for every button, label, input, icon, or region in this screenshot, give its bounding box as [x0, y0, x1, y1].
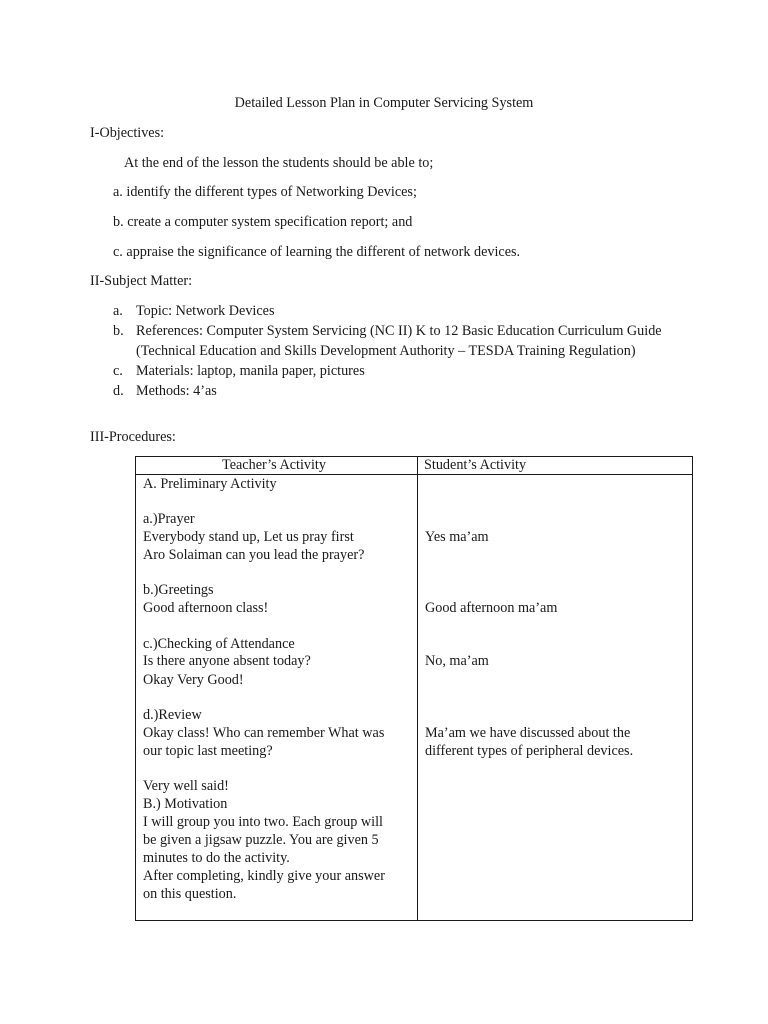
teacher-line: our topic last meeting? [143, 743, 273, 759]
teacher-line: on this question. [143, 886, 237, 902]
teacher-line: I will group you into two. Each group will [143, 814, 383, 830]
teacher-line: A. Preliminary Activity [143, 476, 277, 492]
objectives-heading: I-Objectives: [90, 125, 165, 141]
list-marker: a. [113, 303, 123, 319]
student-line: different types of peripheral devices. [425, 743, 634, 759]
table-row [136, 475, 693, 921]
teacher-line: Good afternoon class! [143, 600, 269, 616]
list-marker: b. [113, 323, 124, 339]
subject-matter-text: Materials: laptop, manila paper, pictures [136, 363, 365, 379]
subject-matter-text: Methods: 4’as [136, 383, 217, 399]
objective-item: a. identify the different types of Networking Devices; [113, 184, 417, 200]
teacher-line: Okay Very Good! [143, 672, 244, 688]
procedures-table [135, 456, 693, 921]
list-marker: c. [113, 363, 123, 379]
student-activity-header: Student’s Activity [418, 457, 693, 475]
teacher-line: b.)Greetings [143, 582, 214, 598]
subject-matter-text: References: Computer System Servicing (NC II) K to 12 Basic Education Curriculum Guide (Technical Education and Skills Development Authority – TESDA Training Regulation) [136, 323, 662, 359]
teacher-line: Very well said! [143, 778, 229, 794]
teacher-line: B.) Motivation [143, 796, 228, 812]
teacher-activity-cell [136, 475, 418, 921]
teacher-line: be given a jigsaw puzzle. You are given 5 [143, 832, 379, 848]
student-line: No, ma’am [425, 653, 489, 669]
student-line: Yes ma’am [425, 529, 489, 545]
subject-matter-item [113, 382, 673, 400]
teacher-line: a.)Prayer [143, 511, 195, 527]
list-marker: d. [113, 383, 124, 399]
objective-item: c. appraise the significance of learning the different of network devices. [113, 244, 521, 260]
subject-matter-heading: II-Subject Matter: [90, 273, 193, 289]
student-line: Good afternoon ma’am [425, 600, 558, 616]
subject-matter-item [113, 302, 673, 320]
objective-item: b. create a computer system specification report; and [113, 214, 413, 230]
subject-matter-list [113, 302, 673, 400]
teacher-line: Aro Solaiman can you lead the prayer? [143, 547, 365, 563]
subject-matter-text: Topic: Network Devices [136, 303, 275, 319]
teacher-line: d.)Review [143, 707, 202, 723]
table-header-row [136, 457, 693, 475]
objectives-intro: At the end of the lesson the students should be able to; [124, 155, 434, 171]
teacher-line: Is there anyone absent today? [143, 653, 311, 669]
student-activity-cell [418, 475, 693, 921]
teacher-line: Everybody stand up, Let us pray first [143, 529, 354, 545]
teacher-line: minutes to do the activity. [143, 850, 290, 866]
teacher-line: Okay class! Who can remember What was [143, 725, 385, 741]
teacher-line: c.)Checking of Attendance [143, 636, 295, 652]
subject-matter-item [113, 322, 673, 361]
student-line: Ma’am we have discussed about the [425, 725, 631, 741]
teacher-line: After completing, kindly give your answer [143, 868, 385, 884]
subject-matter-item [113, 362, 673, 380]
procedures-heading: III-Procedures: [90, 429, 176, 445]
document-title: Detailed Lesson Plan in Computer Servicing System [234, 95, 534, 111]
teacher-activity-header: Teacher’s Activity [136, 457, 418, 475]
